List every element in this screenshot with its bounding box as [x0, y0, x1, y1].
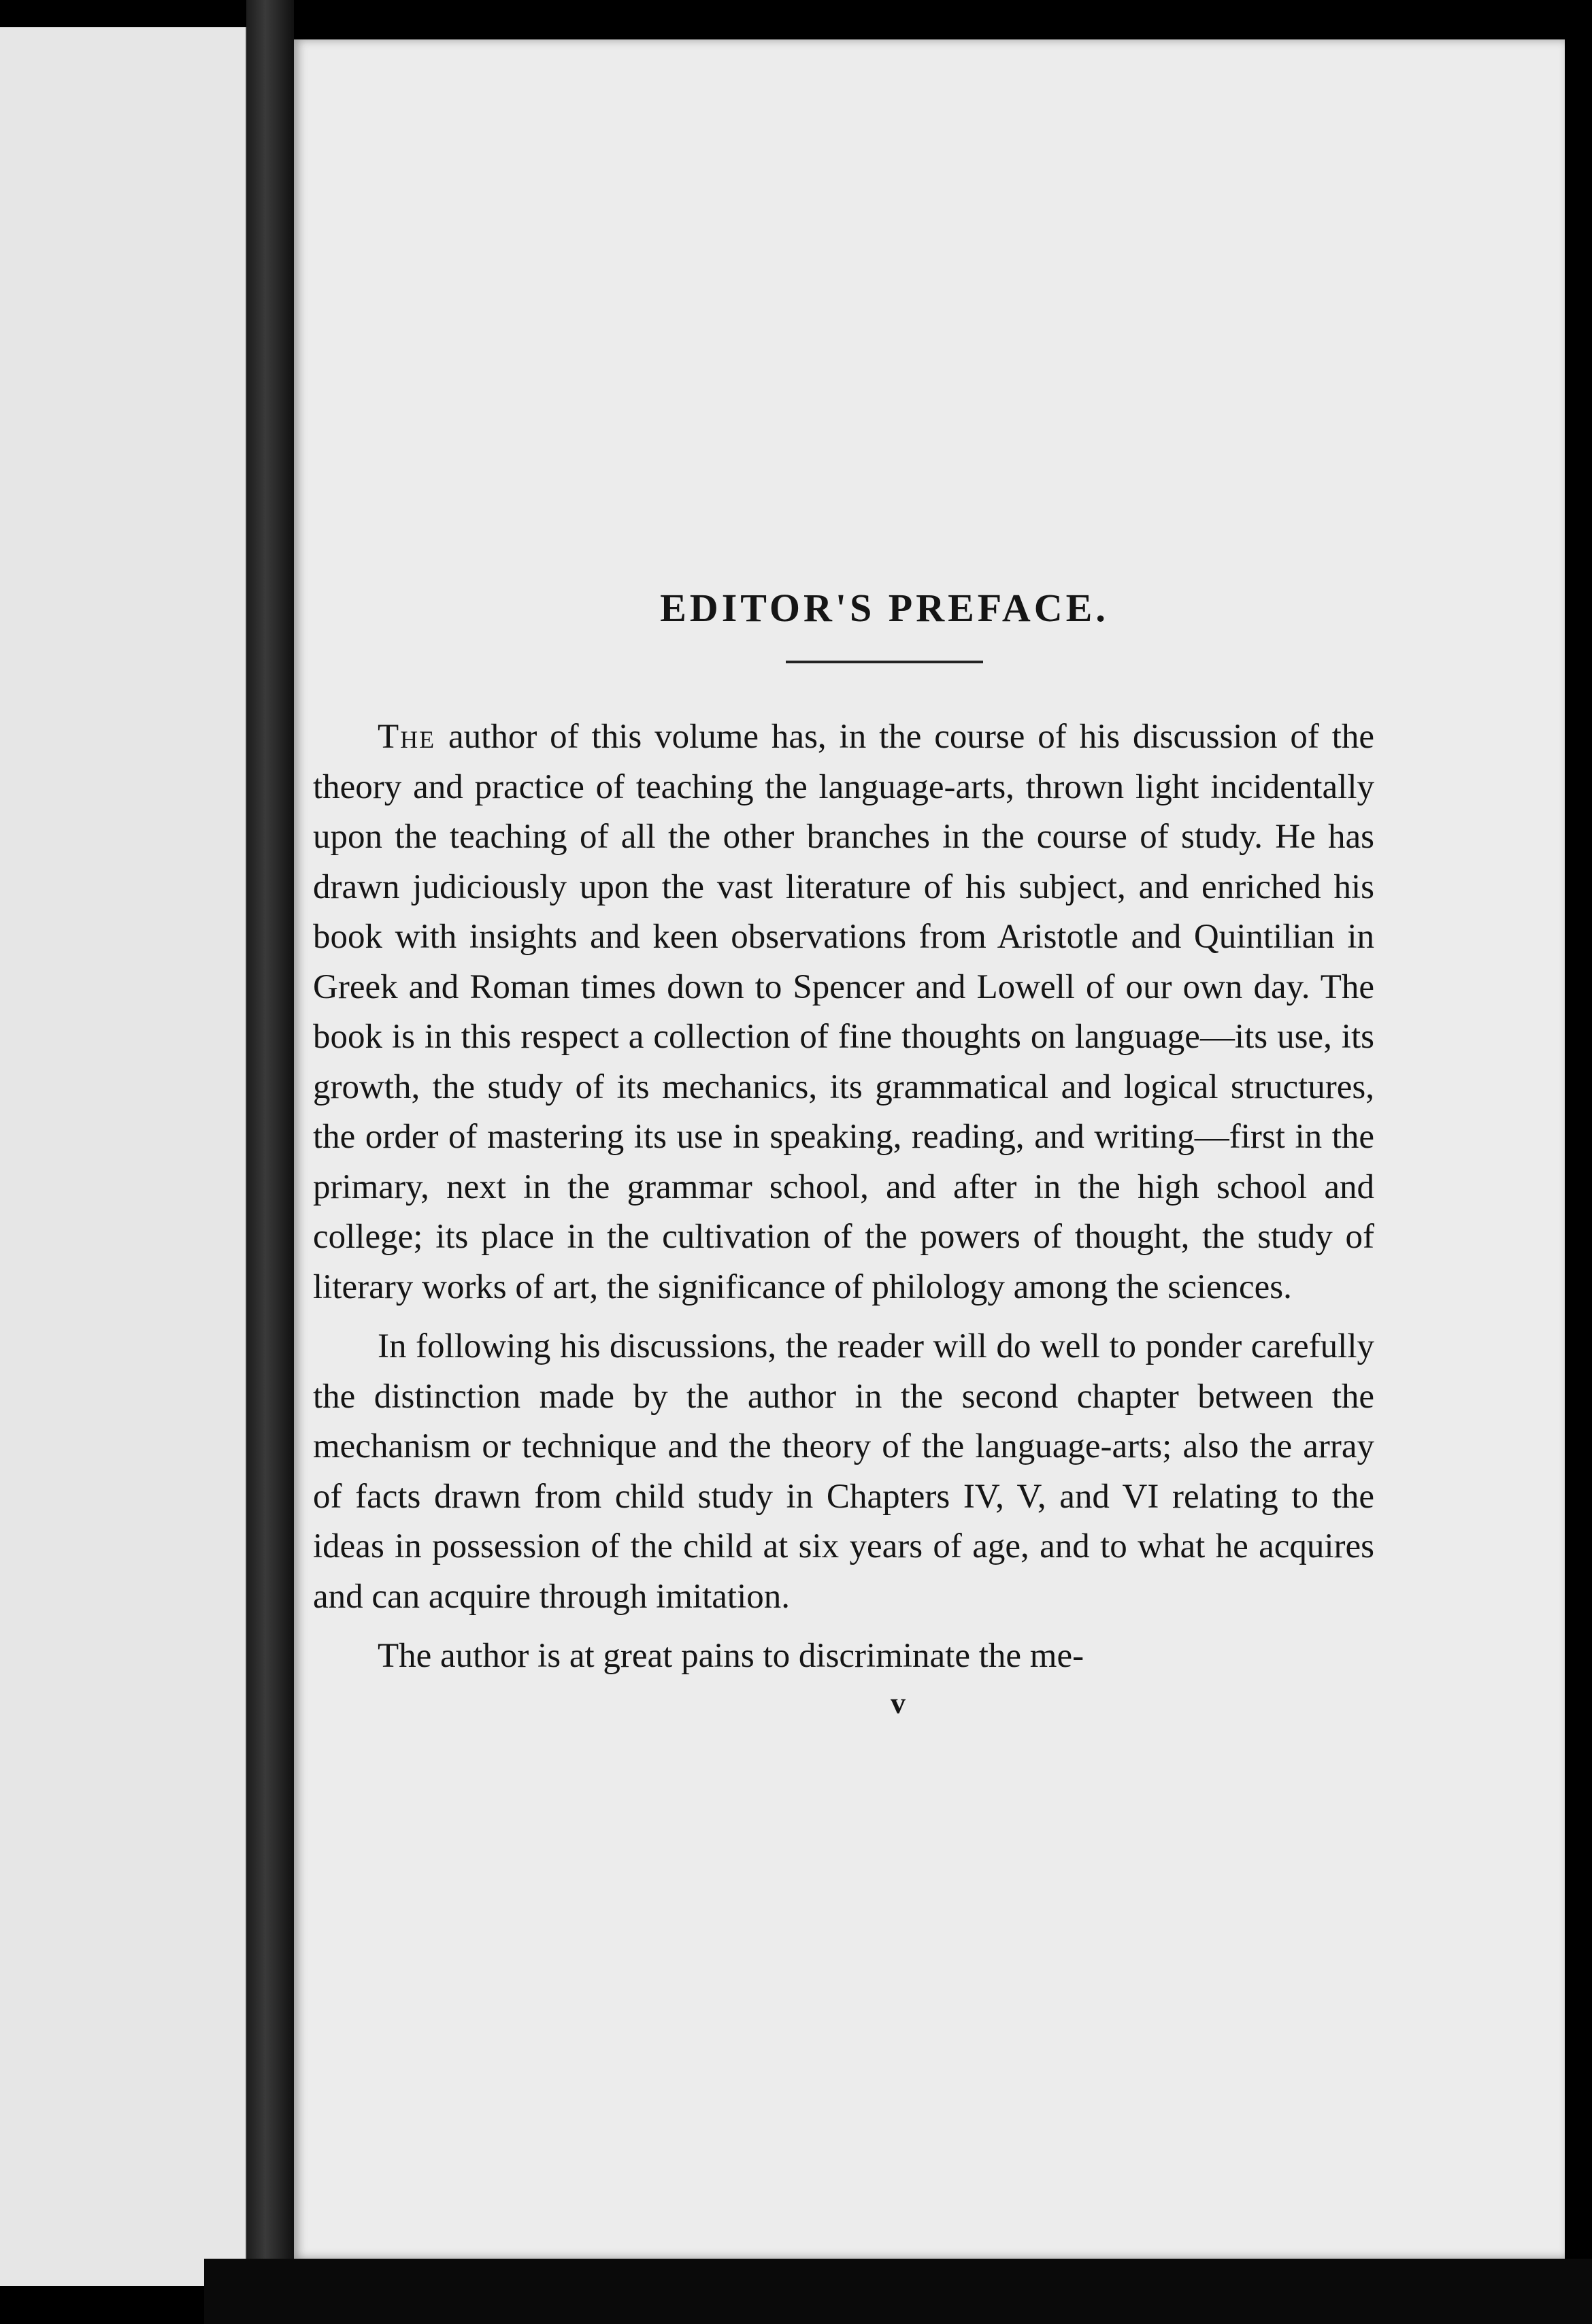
page-content: [313, 585, 1374, 1721]
title-rule: [786, 661, 983, 663]
left-page-edge: [0, 27, 246, 2286]
paragraph-2: In following his discussions, the reader will do well to ponder carefully the distinction made by the author in the second chapter between the mechanism or technique and the theory of the language-arts; also the array of facts drawn from child study in Chapters IV, V, and VI relating to the ideas in possession of the child at six years of age, and to what he acquires and can acquire through imitation.: [313, 1327, 1374, 1616]
page-title: EDITOR'S PREFACE.: [660, 586, 1109, 630]
paragraph-1: [313, 712, 1374, 1312]
bottom-shadow: [204, 2259, 1592, 2324]
book-spine: [246, 0, 294, 2324]
page-number: v: [891, 1686, 906, 1720]
paragraph-1-text: author of this volume has, in the course of his discussion of the theory and practice of teaching the language-arts, thrown light incidentally upon the teaching of all the other branches in the course of study. He has drawn judiciously upon the vast literature of his subject, and enriched his book with insights and keen observations from Aristotle and Quintilian in Greek and Roman times down to Spencer and Lowell of our own day. The book is in this respect a collection of fine thoughts on language—its use, its growth, the study of its mechanics, its grammatical and logical structures, the order of mastering its use in speaking, reading, and writing—first in the primary, next in the grammar school, and after in the high school and college; its place in the cultivation of the powers of thought, the study of literary works of art, the significance of philology among the sciences.: [313, 718, 1374, 1306]
paragraph-3: The author is at great pains to discriminate the me-: [378, 1637, 1084, 1675]
paragraph-lead-word: The: [378, 718, 436, 756]
